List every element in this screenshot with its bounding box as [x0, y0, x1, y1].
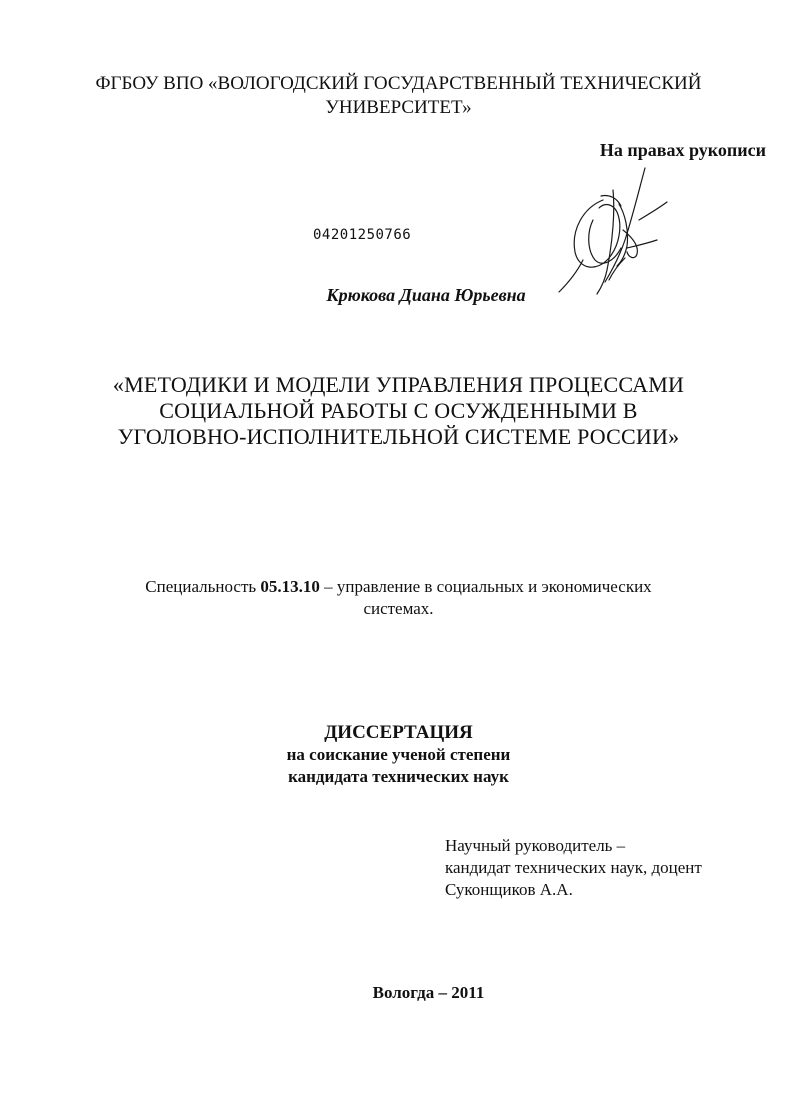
organization-line-2: УНИВЕРСИТЕТ»: [325, 97, 472, 118]
supervisor-role: Научный руководитель –: [445, 836, 626, 855]
city-year: Вологда – 2011: [372, 983, 485, 1002]
title-line-3: УГОЛОВНО-ИСПОЛНИТЕЛЬНОЙ СИСТЕМЕ РОССИИ»: [117, 424, 680, 449]
registration-number: 04201250766: [313, 227, 412, 243]
author-name: Крюкова Диана Юрьевна: [326, 285, 526, 305]
specialty-line-2: системах.: [363, 599, 434, 618]
title-line-2: СОЦИАЛЬНОЙ РАБОТЫ С ОСУЖДЕННЫМИ В: [159, 398, 638, 423]
specialty-code: 05.13.10: [260, 577, 320, 596]
dissertation-science-line: кандидата технических наук: [288, 767, 509, 786]
dissertation-degree-line: на соискание ученой степени: [286, 745, 511, 764]
supervisor-degree: кандидат технических наук, доцент: [445, 858, 702, 877]
dissertation-type: [60, 722, 737, 788]
dissertation-heading: ДИССЕРТАЦИЯ: [324, 722, 473, 743]
organization-line-1: ФГБОУ ВПО «ВОЛОГОДСКИЙ ГОСУДАРСТВЕННЫЙ ТЕХНИЧЕСКИЙ: [95, 73, 702, 94]
organization-name: [40, 72, 757, 120]
specialty-suffix: – управление в социальных и экономических: [319, 577, 652, 596]
dissertation-title: [60, 372, 737, 450]
specialty: [60, 576, 737, 620]
supervisor-block: [445, 835, 702, 901]
signature-icon: [553, 160, 673, 300]
rights-note: На правах рукописи: [599, 140, 766, 160]
specialty-prefix: Специальность: [145, 577, 261, 596]
supervisor-name: Суконщиков А.А.: [445, 880, 573, 899]
title-line-1: «МЕТОДИКИ И МОДЕЛИ УПРАВЛЕНИЯ ПРОЦЕССАМИ: [112, 372, 685, 397]
